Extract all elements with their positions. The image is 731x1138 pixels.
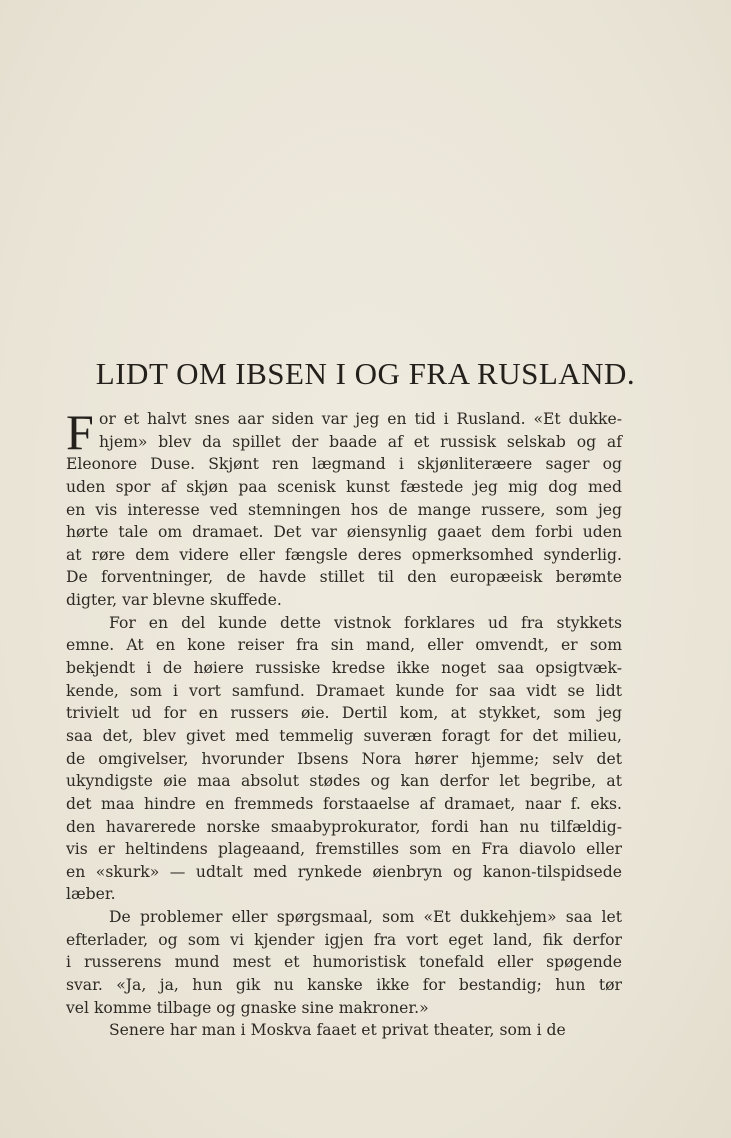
text-line: saa det, blev givet med temmelig suveræn foragt for det milieu, bbox=[66, 726, 622, 745]
dropcap-block bbox=[66, 404, 622, 460]
text-line: kende, som i vort samfund. Dramaet kunde for saa vidt se lidt bbox=[66, 681, 622, 700]
text-line: en vis interesse ved stemningen hos de mange russere, som jeg bbox=[66, 500, 622, 519]
text-line: vel komme tilbage og gnaske sine makroner.» bbox=[66, 998, 429, 1017]
text-line: emne. At en kone reiser fra sin mand, eller omvendt, er som bbox=[66, 636, 622, 655]
paragraph bbox=[66, 906, 622, 1019]
text-line: ukyndigste øie maa absolut stødes og kan derfor let begribe, at bbox=[66, 772, 622, 791]
text-line: For en del kunde dette vistnok forklares ud fra stykkets bbox=[109, 613, 622, 632]
text-line: at røre dem videre eller fængsle deres opmerksomhed synderlig. bbox=[66, 545, 622, 564]
text-line: hørte tale om dramaet. Det var øiensynlig gaaet dem forbi uden bbox=[66, 523, 622, 542]
text-line: digter, var blevne skuffede. bbox=[66, 591, 282, 610]
text-line: trivielt ud for en russers øie. Dertil kom, at stykket, som jeg bbox=[66, 704, 622, 723]
text-line: de omgivelser, hvorunder Ibsens Nora hører hjemme; selv det bbox=[66, 749, 622, 768]
text-line: svar. «Ja, ja, hun gik nu kanske ikke for bestandig; hun tør bbox=[66, 976, 622, 995]
paragraph bbox=[66, 612, 622, 906]
text-line: uden spor af skjøn paa scenisk kunst fæstede jeg mig dog med bbox=[66, 477, 622, 496]
text-line: or et halvt snes aar siden var jeg en tid i Rusland. «Et dukke- bbox=[99, 410, 622, 428]
text-line: det maa hindre en fremmeds forstaaelse af dramaet, naar f. eks. bbox=[66, 794, 622, 813]
text-line: De problemer eller spørgsmaal, som «Et dukkehjem» saa let bbox=[109, 908, 622, 927]
drop-cap: F bbox=[66, 404, 94, 460]
text-line: bekjendt i de høiere russiske kredse ikke noget saa opsigtvæk- bbox=[66, 659, 622, 678]
chapter-title: LIDT OM IBSEN I OG FRA RUSLAND. bbox=[95, 356, 636, 391]
text-line: vis er heltindens plageaand, fremstilles som en Fra diavolo eller bbox=[66, 840, 622, 859]
paragraph bbox=[66, 404, 622, 612]
text-line: efterlader, og som vi kjender igjen fra vort eget land, fik derfor bbox=[66, 930, 622, 949]
body-text bbox=[66, 404, 622, 1042]
text-line: hjem» blev da spillet der baade af et russisk selskab og af bbox=[99, 432, 622, 451]
paragraph bbox=[66, 1019, 622, 1042]
text-line: læber. bbox=[66, 885, 116, 904]
text-line: en «skurk» — udtalt med rynkede øienbryn og kanon-tilspidsede bbox=[66, 862, 622, 881]
text-line: i russerens mund mest et humoristisk tonefald eller spøgende bbox=[66, 953, 622, 972]
text-line: Eleonore Duse. Skjønt ren lægmand i skjønliteræere sager og bbox=[66, 455, 622, 474]
text-line: Senere har man i Moskva faaet et privat theater, som i de bbox=[109, 1021, 566, 1040]
text-line: den havarerede norske smaabyprokurator, fordi han nu tilfældig- bbox=[66, 817, 622, 836]
text-line: De forventninger, de havde stillet til den europæeisk berømte bbox=[66, 568, 622, 587]
